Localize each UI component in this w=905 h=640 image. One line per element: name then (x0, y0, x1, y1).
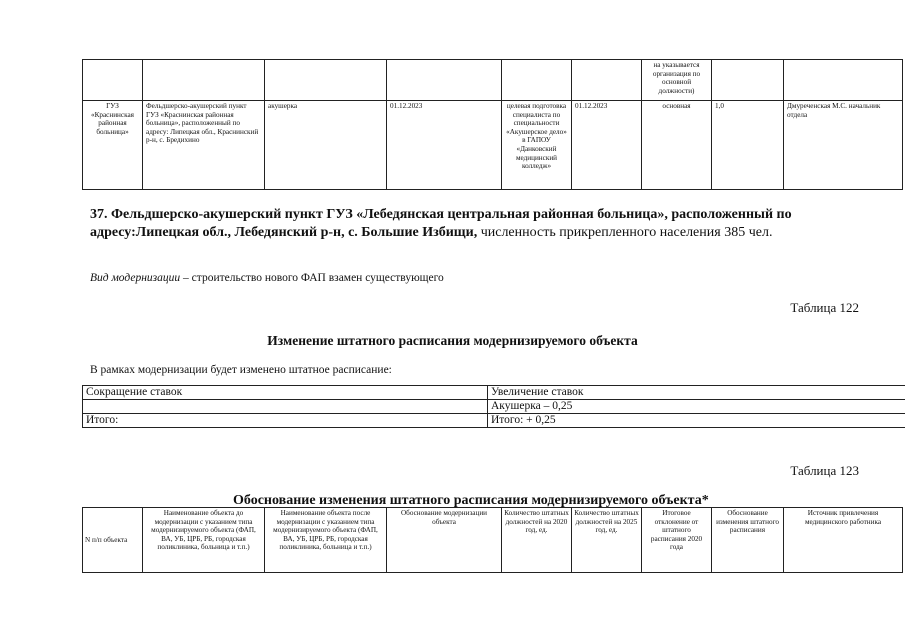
header-cell: Наименование объекта после модернизации с указанием типа модернизируемого объекта (ФАП, ВА, УБ, ЦРБ, РБ, городская поликлиника, больница и т.п.) (265, 508, 387, 573)
table-cell: целевая подготовка специалиста по специальности «Акушерское дело» в ГАПОУ «Данковский медицинский колледж» (502, 101, 572, 190)
section-heading (90, 206, 880, 242)
table-title-122: Изменение штатного расписания модернизируемого объекта (267, 333, 638, 348)
table-header-row (83, 508, 903, 573)
header-cell: Итоговое отклонение от штатного расписания 2020 года (642, 508, 712, 573)
table-cell: 1,0 (712, 101, 784, 190)
header-cell: Количество штатных должностей на 2025 год, ед. (572, 508, 642, 573)
total-left: Итого: (83, 414, 488, 428)
table-row (83, 414, 905, 428)
table-row (83, 101, 903, 190)
header-reduction: Сокращение ставок (83, 386, 488, 400)
table-cell: Дмуреченская М.С. начальник отдела (784, 101, 903, 190)
table-row (83, 400, 905, 414)
table-cell: на указывается организация по основной должности) (642, 60, 712, 101)
table-cell: ГУЗ «Краснинская районная больница» (83, 101, 143, 190)
table-cell: акушерка (265, 101, 387, 190)
table-number-123: Таблица 123 (790, 463, 859, 478)
table-cell: Фельдшерско-акушерский пункт ГУЗ «Краснинская районная больница», расположенный по адресу: Липецкая обл., Краснинский р-н, с. Бредихино (143, 101, 265, 190)
section-title: 37. Фельдшерско-акушерский пункт ГУЗ «Лебедянская центральная районная больница», расположенный по адресу:Липецкая обл., Лебедянский р-н, с. Большие Избищи, (90, 207, 792, 240)
header-cell: Наименование объекта до модернизации с указанием типа модернизируемого объекта (ФАП, ВА, УБ, ЦРБ, РБ, городская поликлиника, больница и т.п.) (143, 508, 265, 573)
header-cell: Количество штатных должностей на 2020 год, ед. (502, 508, 572, 573)
total-right: Итого: + 0,25 (488, 414, 905, 428)
table-cell: 01.12.2023 (572, 101, 642, 190)
increase-value: Акушерка – 0,25 (488, 400, 905, 414)
header-cell: N п/п объекта (83, 508, 143, 573)
modernization-text: – строительство нового ФАП взамен существующего (180, 272, 444, 284)
table-row (83, 60, 903, 101)
table-title-123: Обоснование изменения штатного расписания модернизируемого объекта* (233, 493, 709, 508)
population-text: численность прикрепленного населения 385 чел. (477, 225, 773, 240)
justification-table (82, 507, 903, 573)
table-cell: 01.12.2023 (387, 101, 502, 190)
header-cell: Обоснование изменения штатного расписания (712, 508, 784, 573)
header-increase: Увеличение ставок (488, 386, 905, 400)
intro-text: В рамках модернизации будет изменено штатное расписание: (90, 364, 392, 376)
table-cell: основная (642, 101, 712, 190)
header-cell: Источник привлечения медицинского работника (784, 508, 903, 573)
staffing-change-table (82, 385, 905, 428)
table-number-122: Таблица 122 (790, 300, 859, 315)
modernization-label: Вид модернизации (90, 272, 181, 284)
table-cell (83, 400, 488, 414)
header-cell: Обоснование модернизации объекта (387, 508, 502, 573)
modernization-type (90, 272, 444, 284)
continuation-table (82, 59, 903, 190)
table-row (83, 386, 905, 400)
